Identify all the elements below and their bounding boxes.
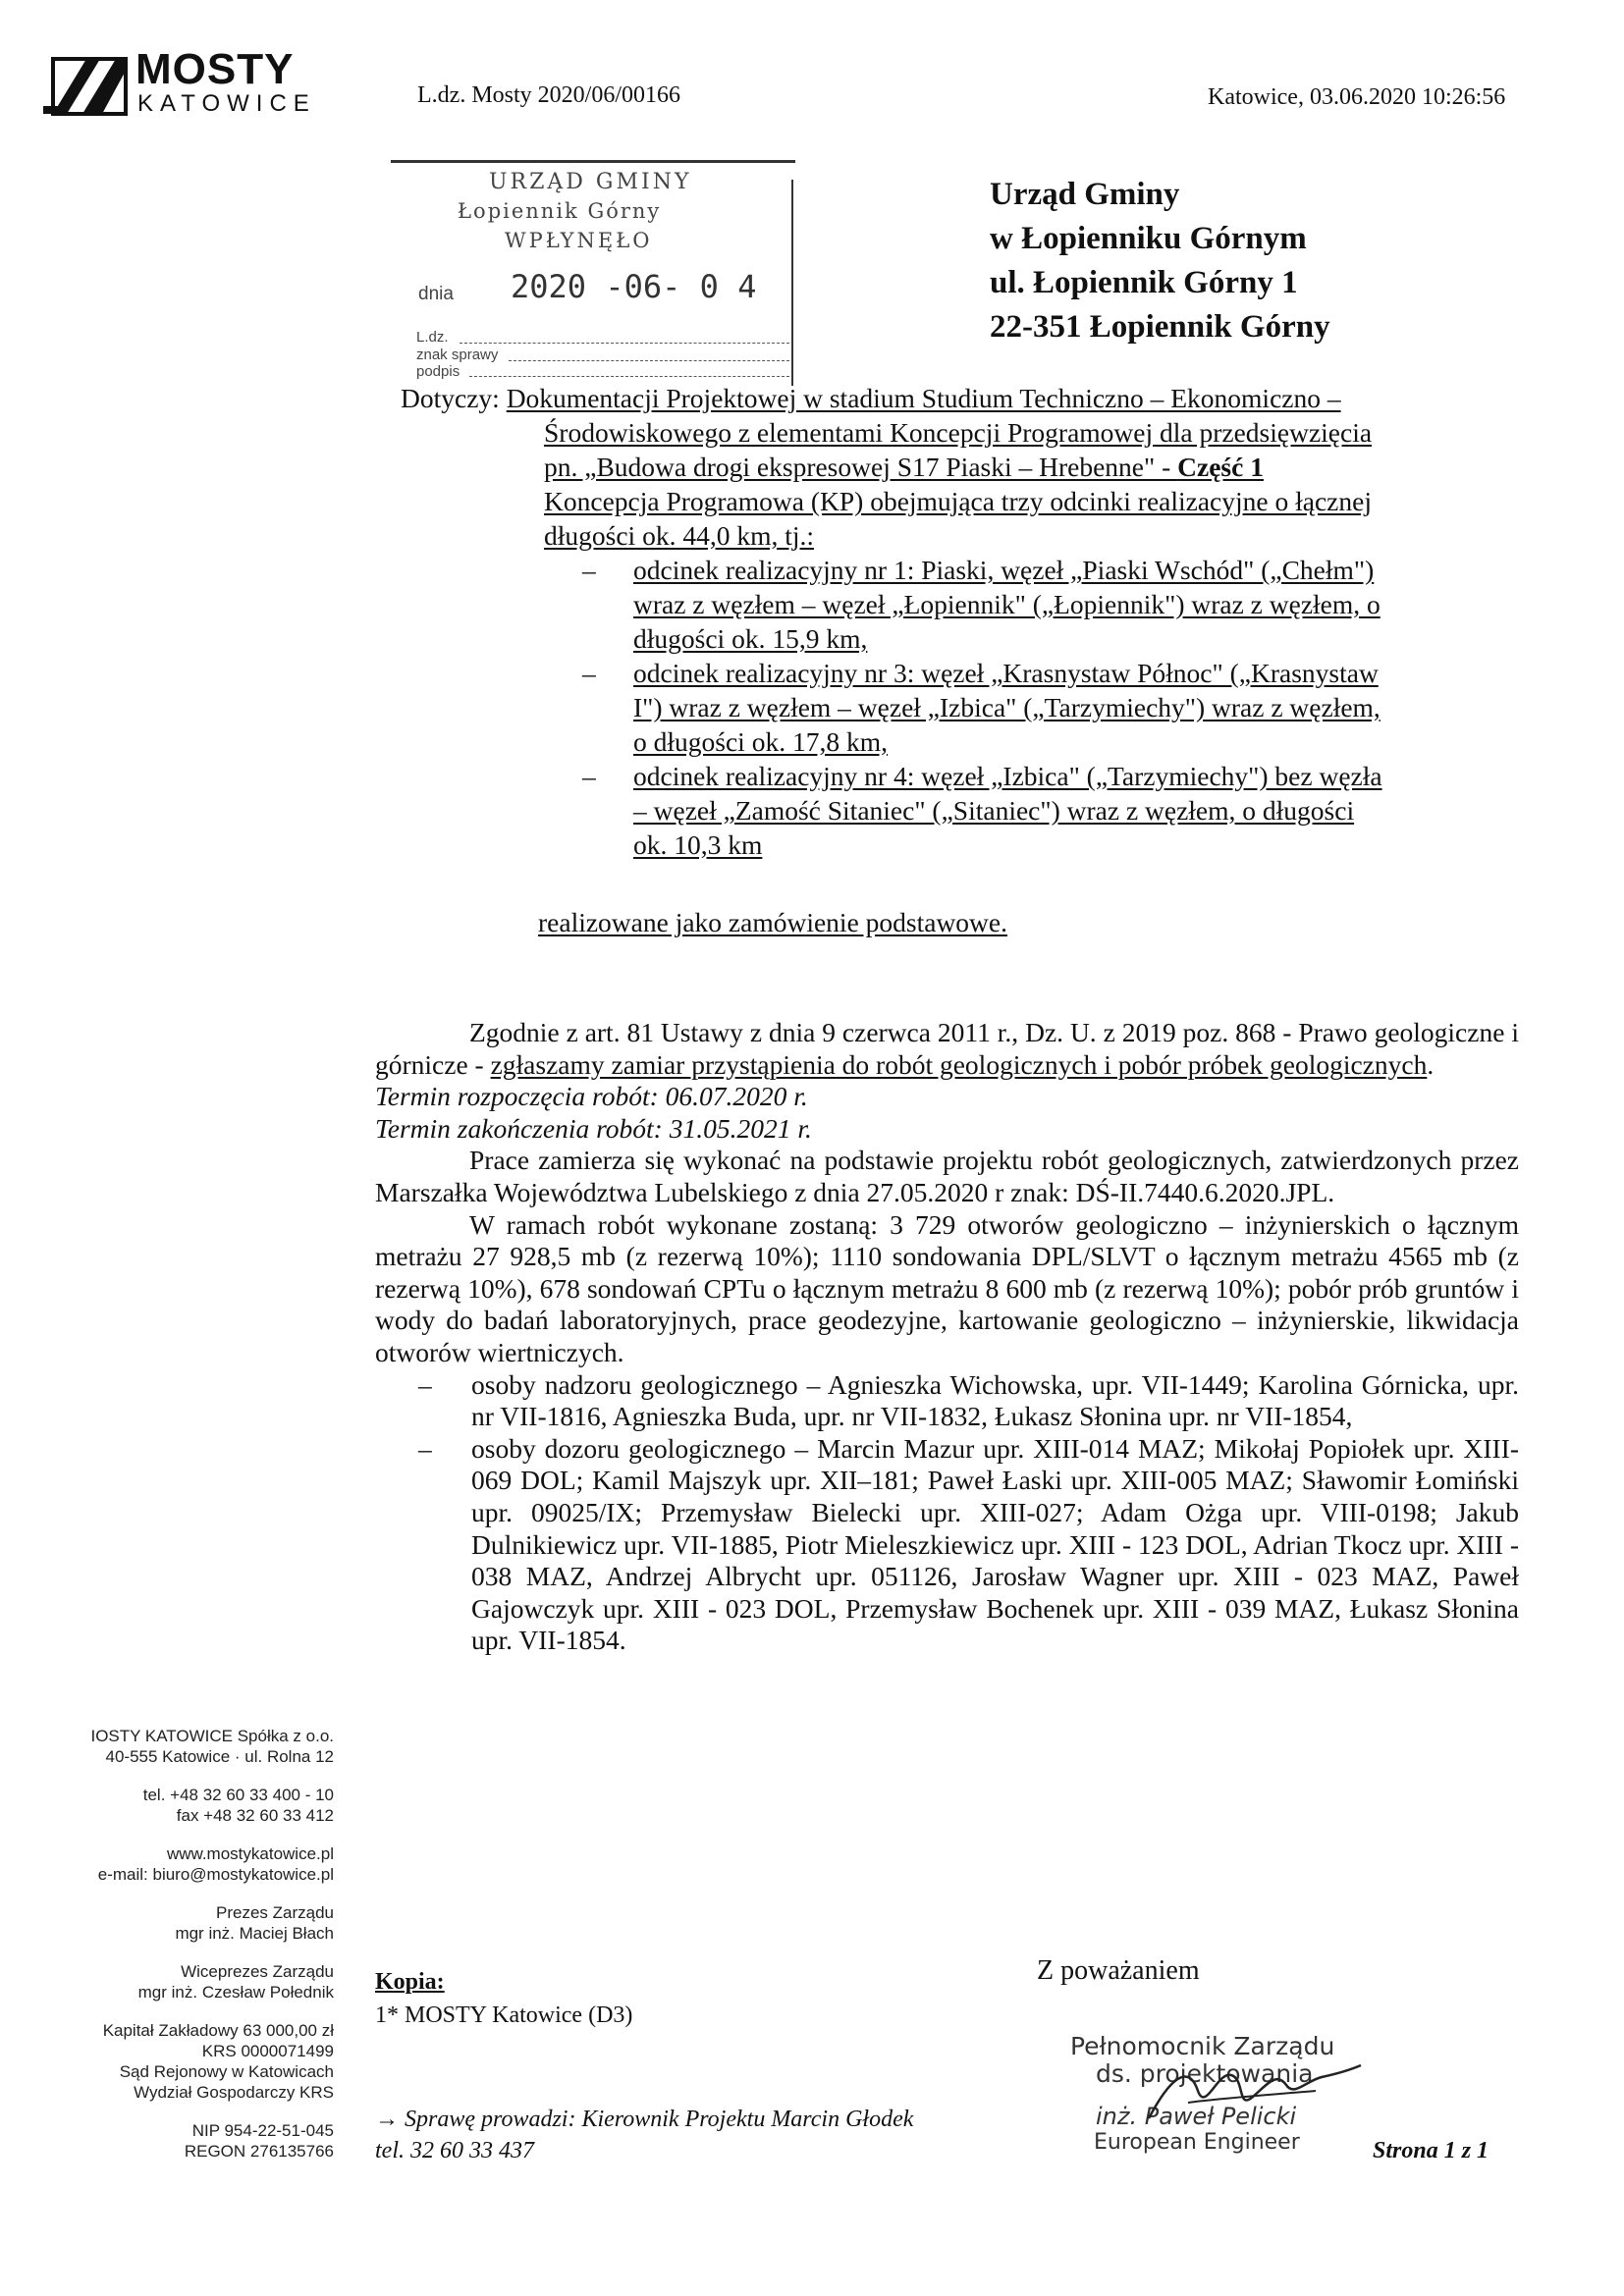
recipient-line: 22-351 Łopiennik Górny — [990, 309, 1330, 345]
section-item: – odcinek realizacyjny nr 3: węzeł „Krasnystaw Północ" („Krasnystaw I") wraz z węzłem – węzeł „Izbica" („Tarzymiechy") wraz z węzłem, o długości ok. 17,8 km, — [633, 656, 1537, 759]
stamp-dnia-label: dnia — [418, 284, 454, 304]
case-handler-tel: tel. 32 60 33 437 — [375, 2138, 534, 2163]
sidebar-nip: NIP 954-22-51-045 — [191, 2121, 334, 2140]
place-date: Katowice, 03.06.2020 10:26:56 — [1208, 84, 1506, 110]
copy-recipient: 1* MOSTY Katowice (D3) — [375, 2002, 633, 2028]
section-line: wraz z węzłem – węzeł „Łopiennik" („Łopiennik") wraz z węzłem, o — [633, 589, 1380, 619]
subject-line: Koncepcja Programowa (KP) obejmująca trzy odcinki realizacyjne o łącznej — [544, 486, 1372, 516]
subject-line: pn. „Budowa drogi ekspresowej S17 Piaski – Hrebenne" - — [544, 452, 1178, 482]
received-stamp — [391, 160, 795, 386]
subject-line: Środowiskowego z elementami Koncepcji Programowej dla przedsięwzięcia — [544, 417, 1373, 448]
sidebar-regon: REGON 276135766 — [184, 2142, 334, 2161]
sidebar-email: e-mail: biuro@mostykatowice.pl — [97, 1865, 334, 1884]
supervision-list-item: – osoby nadzoru geologicznego – Agnieszka Wichowska, upr. VII-1449; Karolina Górnicka, upr. nr VII-1816, Agnieszka Buda, upr. nr VII-1832, Łukasz Słonina upr. nr VII-1854, — [418, 1368, 1519, 1432]
signatory-title-2: ds. projektowania — [1096, 2059, 1314, 2088]
sidebar-www: www.mostykatowice.pl — [166, 1844, 334, 1863]
logo-wordmark: MOSTY — [135, 45, 295, 93]
company-sidebar — [39, 1726, 334, 2162]
sidebar-prezes-title: Prezes Zarządu — [216, 1903, 334, 1922]
handwritten-signature — [1129, 2042, 1375, 2140]
section-line: odcinek realizacyjny nr 4: węzeł „Izbica" („Tarzymiechy") bez węzła — [633, 761, 1382, 791]
signatory-title-3: European Engineer — [1094, 2130, 1300, 2155]
stamp-ldz-label: L.dz. — [416, 329, 449, 346]
subject-line: długości ok. 44,0 km, tj.: — [544, 520, 814, 551]
page-number: Strona 1 z 1 — [1373, 2138, 1489, 2163]
section-line: o długości ok. 17,8 km, — [633, 726, 888, 757]
start-term: Termin rozpoczęcia robót: 06.07.2020 r. — [375, 1081, 808, 1112]
sidebar-krs: KRS 0000071499 — [201, 2042, 334, 2060]
recipient-line: ul. Łopiennik Górny 1 — [990, 265, 1298, 300]
notice-underlined: zgłaszamy zamiar przystąpienia do robót geologicznych i pobór próbek geologicznych — [490, 1048, 1428, 1080]
sidebar-company: IOSTY KATOWICE Spółka z o.o. — [90, 1727, 334, 1745]
paragraph-3: W ramach robót wykonane zostaną: 3 729 otworów geologiczno – inżynierskich o łącznym metrażu 27 928,5 mb (z rezerwą 10%); 1110 sondowania DPL/SLVT o łącznym metrażu 4565 mb (z rezerwą 10%), 678 sondowań CPTu o łącznym metrażu 8 600 mb (z rezerwą 10%); pobór prób gruntów i wody do badań laboratoryjnych, prace geodezyjne, kartowanie geologiczno – inżynierskie, likwidacja otworów wiertniczych. — [375, 1208, 1519, 1367]
subject-line: Dokumentacji Projektowej w stadium Studium Techniczno – Ekonomiczno – — [506, 383, 1341, 413]
section-line: odcinek realizacyjny nr 1: Piaski, węzeł „Piaski Wschód" („Chełm") — [633, 555, 1375, 585]
sidebar-address: 40-555 Katowice · ul. Rolna 12 — [105, 1747, 334, 1766]
sidebar-court: Sąd Rejonowy w Katowicach — [119, 2062, 334, 2081]
stamp-line-3: WPŁYNĘŁO — [505, 229, 653, 252]
paragraph-1: Zgodnie z art. 81 Ustawy z dnia 9 czerwca 2011 r., Dz. U. z 2019 poz. 868 - Prawo geologiczne i górnicze - zgłaszamy zamiar przystąpienia do robót geologicznych i pobór próbek geologicznych. — [375, 1017, 1519, 1080]
subject-closing: realizowane jako zamówienie podstawowe. — [538, 907, 1008, 937]
sidebar-prezes-name: mgr inż. Maciej Błach — [175, 1924, 334, 1943]
section-item: – odcinek realizacyjny nr 1: Piaski, węzeł „Piaski Wschód" („Chełm") wraz z węzłem – węzeł „Łopiennik" („Łopiennik") wraz z węzłem, o długości ok. 15,9 km, — [633, 553, 1537, 656]
closing-regards: Z poważaniem — [1037, 1955, 1200, 1986]
recipient-address — [990, 173, 1330, 349]
stamp-znak-label: znak sprawy — [416, 347, 499, 363]
stamp-line-1: URZĄD GMINY — [489, 170, 692, 194]
sidebar-wice-title: Wiceprezes Zarządu — [181, 1962, 334, 1981]
sidebar-dept: Wydział Gospodarczy KRS — [134, 2083, 334, 2102]
section-line: długości ok. 15,9 km, — [633, 623, 868, 654]
copy-label: Kopia: — [375, 1969, 445, 1995]
subject-block — [401, 381, 1540, 553]
signatory-title-1: Pełnomocnik Zarządu — [1070, 2032, 1335, 2060]
sidebar-wice-name: mgr inż. Czesław Połednik — [137, 1983, 334, 2002]
section-item: – odcinek realizacyjny nr 4: węzeł „Izbica" („Tarzymiechy") bez węzła – węzeł „Zamość Sitaniec" („Sitaniec") wraz z węzłem, o długości ok. 10,3 km — [633, 759, 1537, 862]
case-handler: → Sprawę prowadzi: Kierownik Projektu Marcin Głodek — [375, 2107, 914, 2132]
section-line: ok. 10,3 km — [633, 829, 763, 860]
end-term: Termin zakończenia robót: 31.05.2021 r. — [375, 1112, 812, 1144]
section-line: odcinek realizacyjny nr 3: węzeł „Krasnystaw Północ" („Krasnystaw — [633, 658, 1379, 688]
sidebar-tel: tel. +48 32 60 33 400 - 10 — [142, 1786, 334, 1804]
stamp-podpis-label: podpis — [416, 363, 460, 380]
paragraph-2: Prace zamierza się wykonać na podstawie projektu robót geologicznych, zatwierdzonych przez Marszałka Województwa Lubelskiego z dnia 27.05.2020 r znak: DŚ-II.7440.6.2020.JPL. — [375, 1145, 1519, 1207]
stamp-date: 2020 -06- 0 4 — [511, 268, 757, 305]
logo-subtitle: KATOWICE — [137, 90, 316, 117]
recipient-line: w Łopienniku Górnym — [990, 221, 1307, 256]
recipient-line: Urząd Gminy — [990, 177, 1180, 212]
sidebar-fax: fax +48 32 60 33 412 — [176, 1806, 334, 1825]
subject-part: Część 1 — [1177, 452, 1264, 482]
reference-number: L.dz. Mosty 2020/06/00166 — [417, 82, 680, 108]
section-line: – węzeł „Zamość Sitaniec" („Sitaniec") wraz z węzłem, o długości — [633, 795, 1355, 826]
stamp-line-2: Łopiennik Górny — [458, 199, 662, 223]
sidebar-capital: Kapitał Zakładowy 63 000,00 zł — [102, 2021, 334, 2040]
subject-label: Dotyczy: — [401, 383, 500, 413]
letter-body — [375, 1017, 1519, 1657]
section-line: I") wraz z węzłem – węzeł „Izbica" („Tarzymiechy") wraz z węzłem, — [633, 692, 1380, 722]
supervision-list-item: – osoby dozoru geologicznego – Marcin Mazur upr. XIII-014 MAZ; Mikołaj Popiołek upr. XIII-069 DOL; Kamil Majszyk upr. XII–181; Paweł Łaski upr. XIII-005 MAZ; Sławomir Łomiński upr. 09025/IX; Przemysław Bielecki upr. XIII-027; Adam Ożga upr. VIII-0198; Jakub Dulnikiewicz upr. VII-1885, Piotr Mieleszkiewicz upr. XIII - 123 DOL, Adrian Tkocz upr. XIII - 038 MAZ, Andrzej Albrycht upr. 051126, Jarosław Wagner upr. XIII - 023 MAZ, Paweł Gajowczyk upr. XIII - 023 DOL, Przemysław Bochenek upr. XIII - 039 MAZ, Łukasz Słonina upr. VII-1854. — [418, 1432, 1519, 1656]
signatory-name: inż. Paweł Pelicki — [1096, 2103, 1297, 2130]
